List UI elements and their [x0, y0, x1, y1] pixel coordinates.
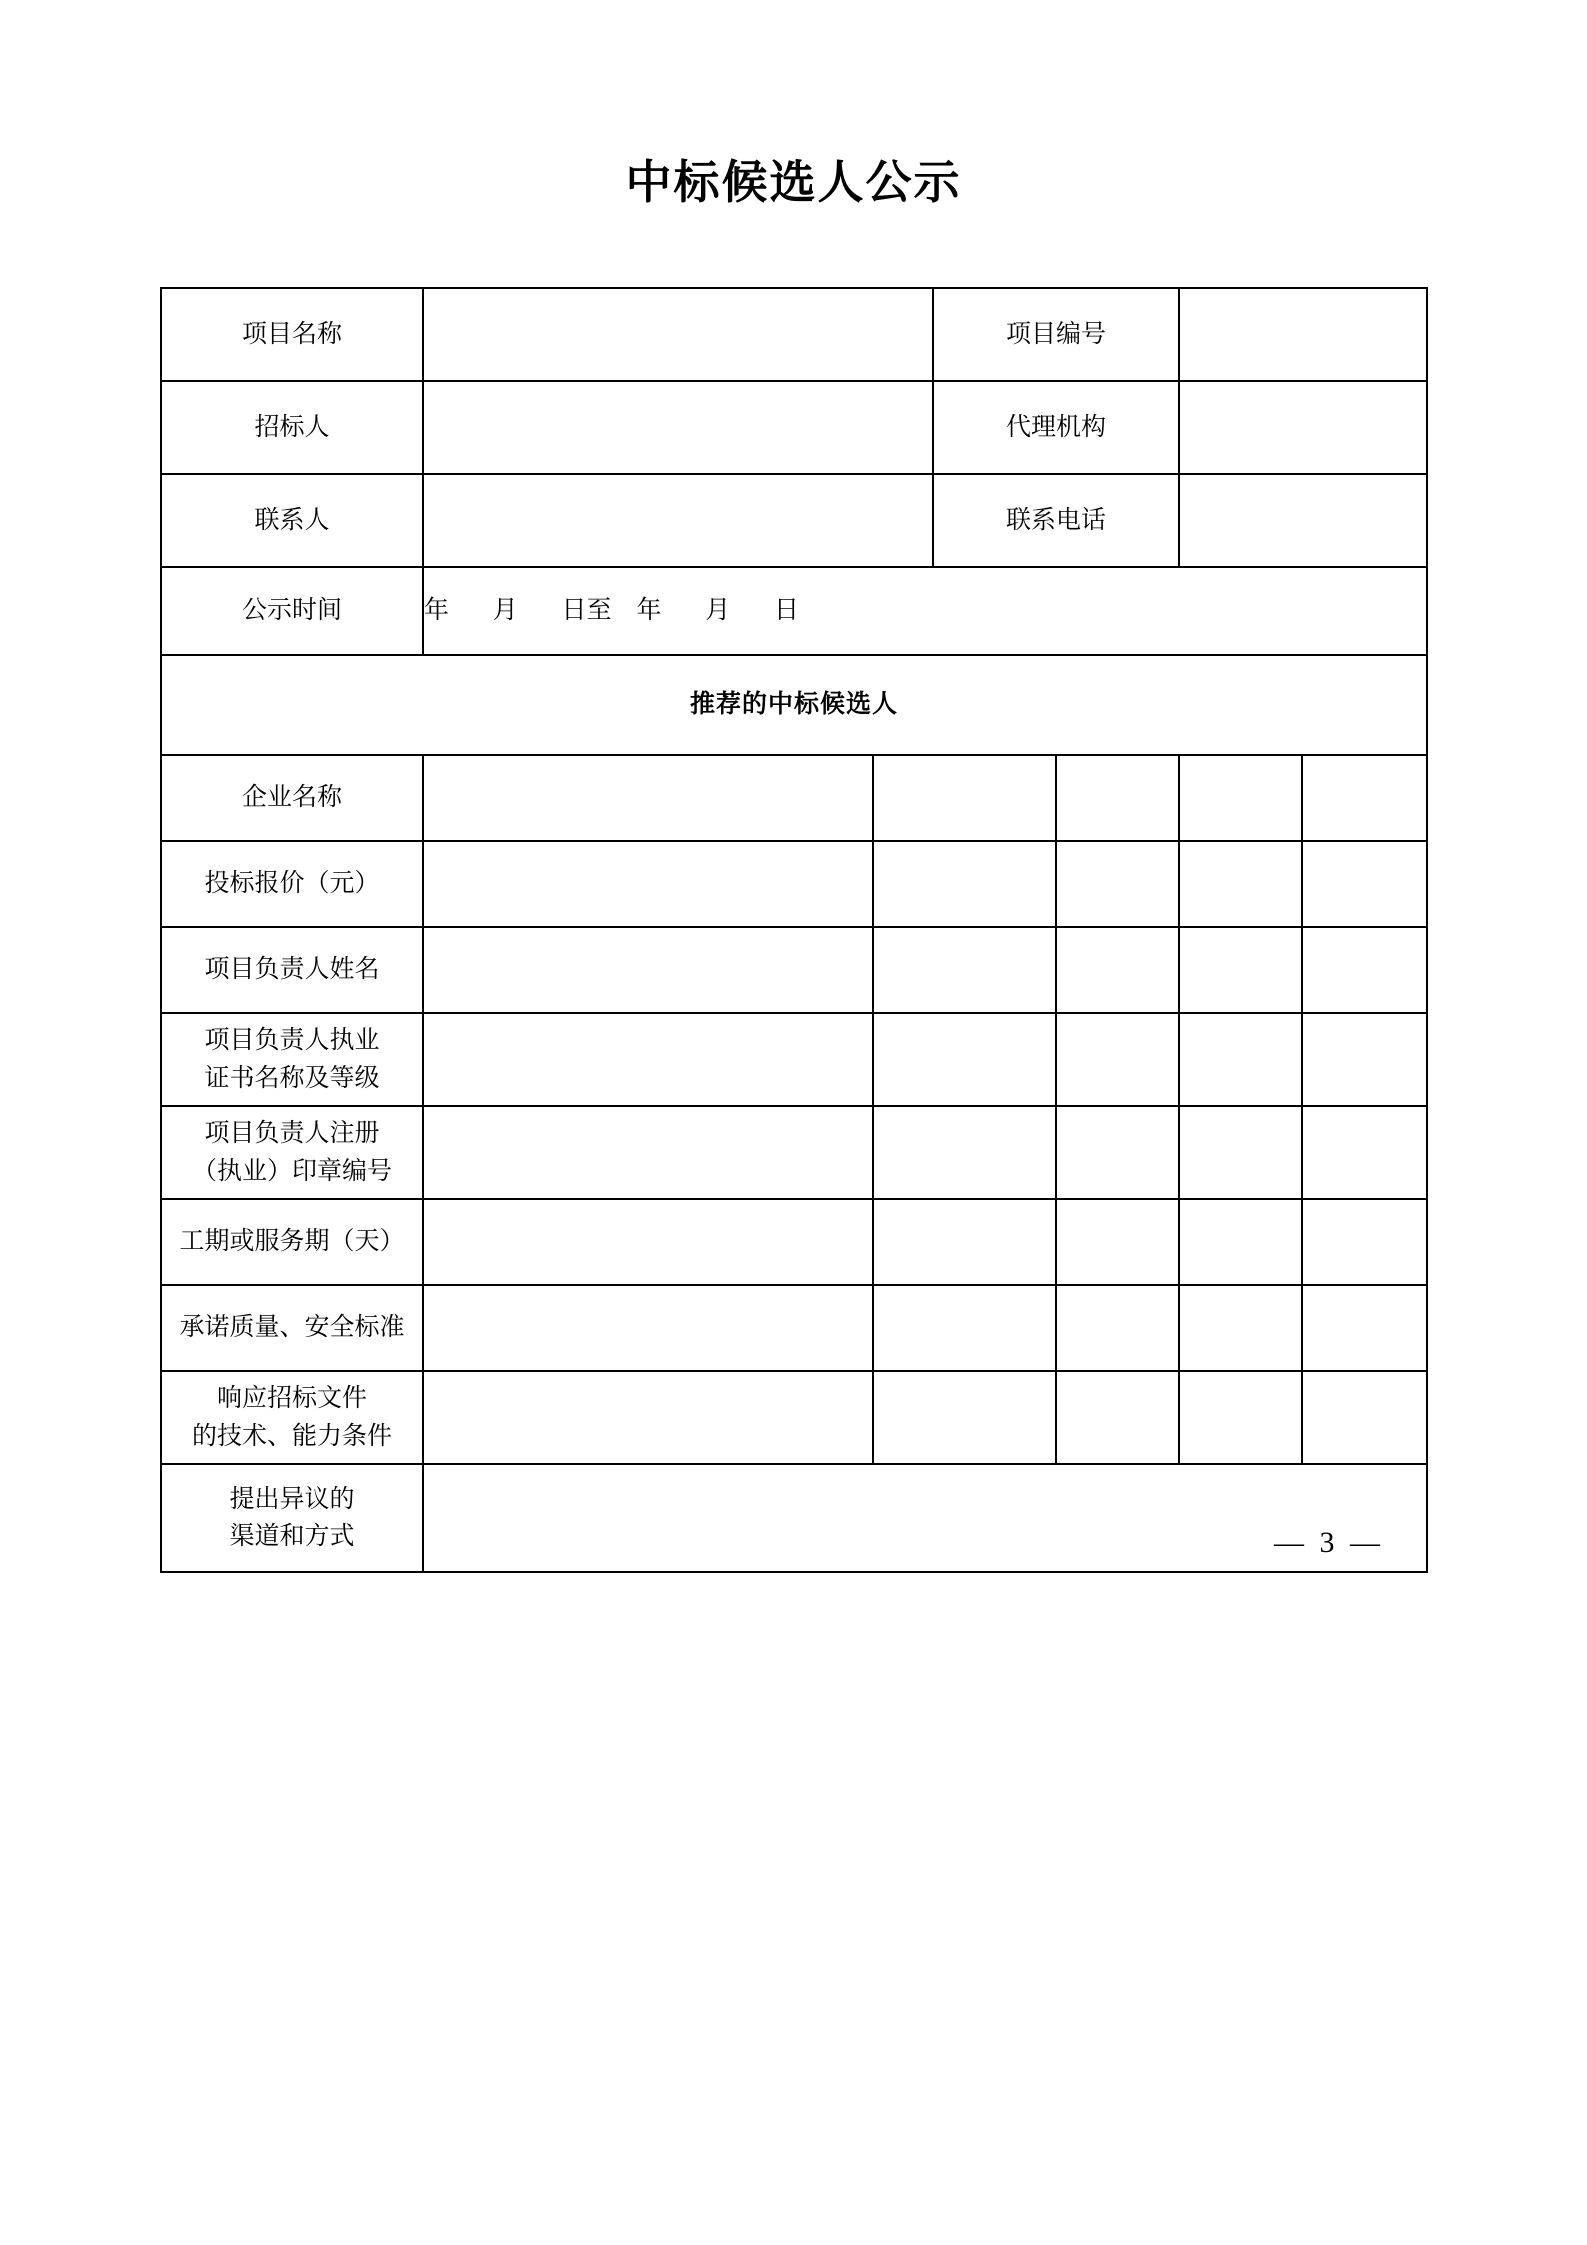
value-contact-phone[interactable]	[1179, 474, 1427, 567]
value-bid-price-3[interactable]	[1056, 841, 1179, 927]
value-technical-capability-1[interactable]	[423, 1371, 873, 1464]
label-manager-seal-number	[161, 1106, 423, 1199]
label-bid-price	[161, 841, 423, 927]
value-manager-certificate-3[interactable]	[1056, 1013, 1179, 1106]
label-line-1: 项目负责人注册	[204, 1120, 380, 1147]
value-bid-price-5[interactable]	[1302, 841, 1427, 927]
value-manager-seal-number-2[interactable]	[873, 1106, 1056, 1199]
label-enterprise-name	[161, 755, 423, 841]
value-duration-3[interactable]	[1056, 1199, 1179, 1285]
table-row-technical-capability	[161, 1371, 1427, 1464]
value-quality-safety-4[interactable]	[1179, 1285, 1302, 1371]
label-quality-safety	[161, 1285, 423, 1371]
label-manager-name	[161, 927, 423, 1013]
table-row-objection-channel	[161, 1464, 1427, 1572]
value-contact-person[interactable]	[423, 474, 933, 567]
value-duration-4[interactable]	[1179, 1199, 1302, 1285]
value-quality-safety-5[interactable]	[1302, 1285, 1427, 1371]
value-manager-name-3[interactable]	[1056, 927, 1179, 1013]
value-enterprise-name-5[interactable]	[1302, 755, 1427, 841]
table-row-bid-price	[161, 841, 1427, 927]
label-line-2: 证书名称及等级	[204, 1064, 380, 1092]
value-technical-capability-5[interactable]	[1302, 1371, 1427, 1464]
publicity-form-table	[160, 287, 1428, 1573]
label-publicity-period: 公示时间	[161, 567, 423, 655]
value-manager-seal-number-4[interactable]	[1179, 1106, 1302, 1199]
value-manager-seal-number-3[interactable]	[1056, 1106, 1179, 1199]
value-objection-channel[interactable]	[423, 1464, 1427, 1572]
label-line-1: 企业名称	[241, 784, 342, 812]
value-technical-capability-3[interactable]	[1056, 1371, 1179, 1464]
label-manager-certificate	[161, 1013, 423, 1106]
value-enterprise-name-4[interactable]	[1179, 755, 1302, 841]
table-row-duration	[161, 1199, 1427, 1285]
value-manager-certificate-5[interactable]	[1302, 1013, 1427, 1106]
value-enterprise-name-3[interactable]	[1056, 755, 1179, 841]
label-objection-channel	[161, 1464, 423, 1572]
table-row-manager-certificate	[161, 1013, 1427, 1106]
table-row-contact	[161, 474, 1427, 567]
label-tenderee: 招标人	[161, 381, 423, 474]
section-heading-recommended-candidates: 推荐的中标候选人	[161, 655, 1427, 755]
value-enterprise-name-2[interactable]	[873, 755, 1056, 841]
value-tenderee[interactable]	[423, 381, 933, 474]
table-row-tenderee	[161, 381, 1427, 474]
value-duration-2[interactable]	[873, 1199, 1056, 1285]
value-manager-seal-number-1[interactable]	[423, 1106, 873, 1199]
value-technical-capability-4[interactable]	[1179, 1371, 1302, 1464]
value-duration-1[interactable]	[423, 1199, 873, 1285]
value-project-name[interactable]	[423, 288, 933, 381]
label-line-1: 响应招标文件	[216, 1385, 367, 1412]
value-enterprise-name-1[interactable]	[423, 755, 873, 841]
table-row-section-heading	[161, 655, 1427, 755]
value-bid-price-1[interactable]	[423, 841, 873, 927]
table-row-quality-safety	[161, 1285, 1427, 1371]
value-manager-certificate-2[interactable]	[873, 1013, 1056, 1106]
label-line-1: 提出异议的	[229, 1485, 355, 1513]
value-technical-capability-2[interactable]	[873, 1371, 1056, 1464]
value-quality-safety-2[interactable]	[873, 1285, 1056, 1371]
table-row-project-name	[161, 288, 1427, 381]
value-manager-certificate-1[interactable]	[423, 1013, 873, 1106]
value-manager-name-5[interactable]	[1302, 927, 1427, 1013]
label-line-1: 工期或服务期（天）	[179, 1228, 405, 1256]
value-project-number[interactable]	[1179, 288, 1427, 381]
label-line-2: （执业）印章编号	[191, 1157, 392, 1185]
label-contact-person: 联系人	[161, 474, 423, 567]
value-bid-price-2[interactable]	[873, 841, 1056, 927]
label-project-number: 项目编号	[933, 288, 1179, 381]
value-agency[interactable]	[1179, 381, 1427, 474]
table-row-manager-seal-number	[161, 1106, 1427, 1199]
table-row-enterprise-name	[161, 755, 1427, 841]
label-line-1: 项目负责人姓名	[204, 956, 380, 984]
value-publicity-period[interactable]: 年 月 日至 年 月 日	[423, 567, 1427, 655]
label-agency: 代理机构	[933, 381, 1179, 474]
label-line-1: 项目负责人执业	[204, 1027, 380, 1054]
label-line-2: 渠道和方式	[229, 1523, 355, 1550]
label-contact-phone: 联系电话	[933, 474, 1179, 567]
page-title: 中标候选人公示	[625, 155, 962, 209]
value-manager-name-2[interactable]	[873, 927, 1056, 1013]
label-duration	[161, 1199, 423, 1285]
value-quality-safety-1[interactable]	[423, 1285, 873, 1371]
value-manager-name-4[interactable]	[1179, 927, 1302, 1013]
table-row-manager-name	[161, 927, 1427, 1013]
label-project-name: 项目名称	[161, 288, 423, 381]
value-manager-name-1[interactable]	[423, 927, 873, 1013]
page-number: — 3 —	[1274, 1526, 1385, 1559]
value-quality-safety-3[interactable]	[1056, 1285, 1179, 1371]
value-bid-price-4[interactable]	[1179, 841, 1302, 927]
table-row-publicity-period	[161, 567, 1427, 655]
label-line-1: 承诺质量、安全标准	[179, 1314, 405, 1342]
value-manager-certificate-4[interactable]	[1179, 1013, 1302, 1106]
label-line-1: 投标报价（元）	[204, 870, 380, 898]
label-line-2: 的技术、能力条件	[191, 1422, 392, 1450]
label-technical-capability	[161, 1371, 423, 1464]
value-duration-5[interactable]	[1302, 1199, 1427, 1285]
value-manager-seal-number-5[interactable]	[1302, 1106, 1427, 1199]
